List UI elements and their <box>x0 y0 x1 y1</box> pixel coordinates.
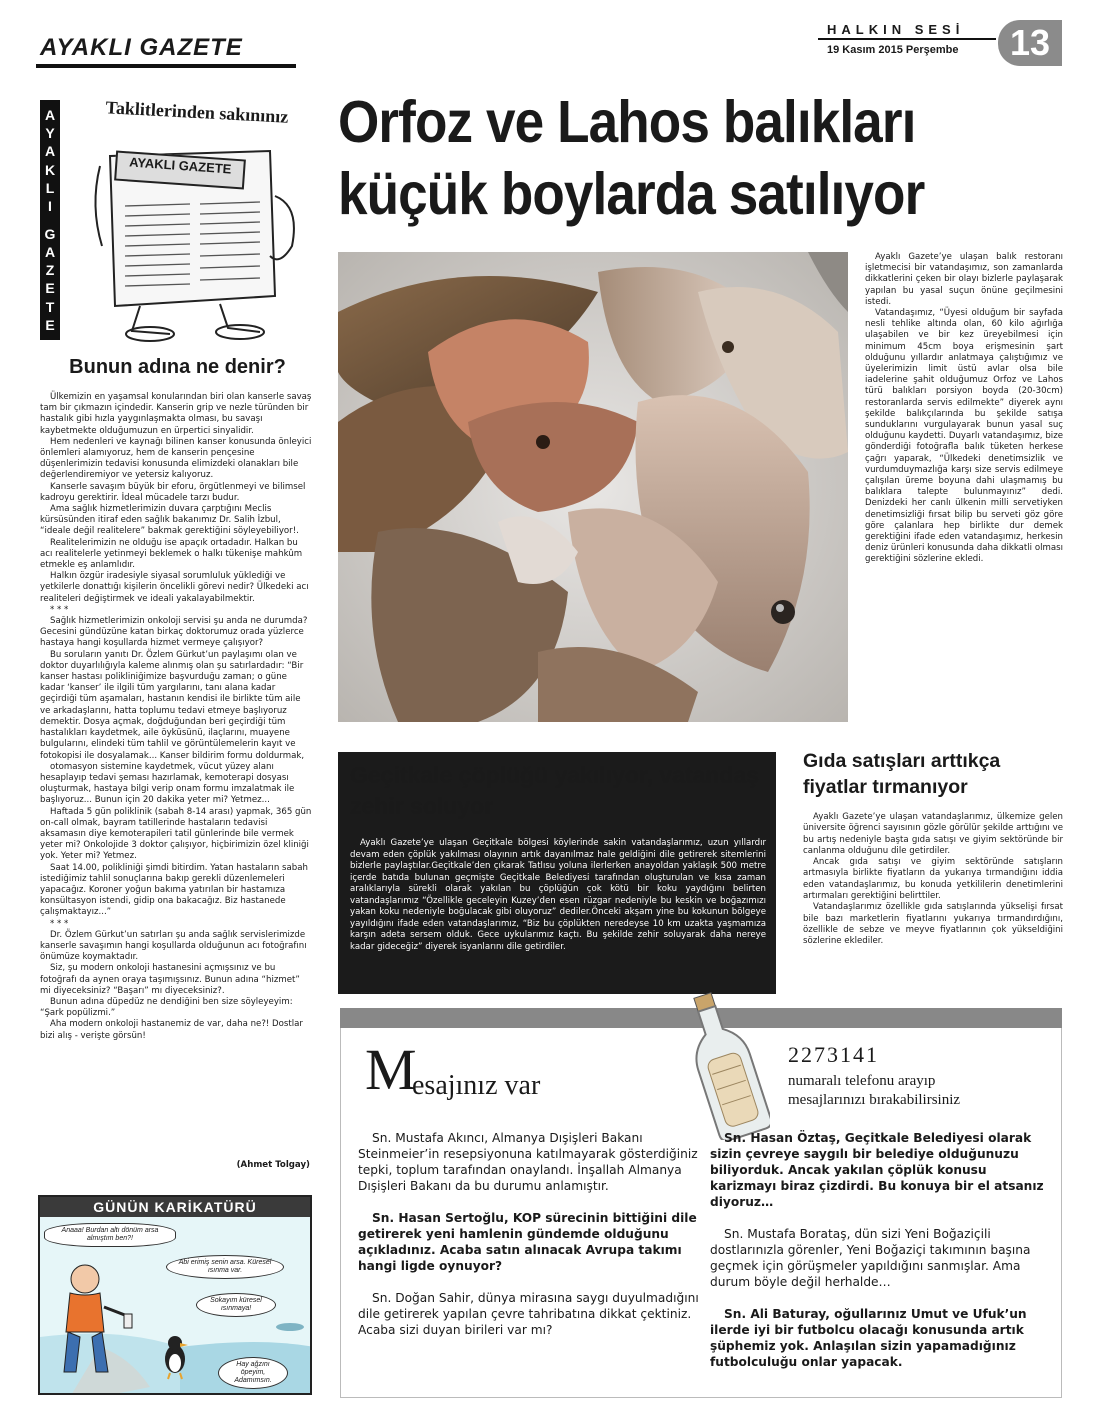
logo-vertical-strip <box>40 100 60 340</box>
message-item: Sn. Hasan Öztaş, Geçitkale Belediyesi olarak sizin çevreye saygılı bir belediye olduğunuzu biliyorduk. Ancak yakılan çöplük konusu karizmayı biraz çizdirdi. Bu konuya bir el atsanız diyoruz… <box>710 1131 1044 1209</box>
logo-vertical-letter: G <box>44 226 56 243</box>
main-article-paragraph: Ayaklı Gazete’ye ulaşan balık restoranı işletmecisi bir vatandaşımız, son zamanlarda dikkatlerini çeken bir olayı bizlerle paylaşarak yapılan bu yasal suçun önüne geçilmesini istedi. <box>865 252 1063 307</box>
left-article-author: (Ahmet Tolgay) <box>236 1160 310 1170</box>
messages-phone-note-line: mesajlarınızı bırakabilirsiniz <box>788 1092 961 1108</box>
left-article-paragraph: Realitelerimizin ne olduğu ise apaçık ortadadır. Halkan bu acı realitelerle yetinmeyi beklemek o halkı tükenişe mahkûm etmekle eş anlamlıdır. <box>40 537 303 571</box>
logo-vertical-letter: E <box>45 280 55 297</box>
black-box-paragraph: Ayaklı Gazete’ye ulaşan Geçitkale bölgesi köylerinde sakin vatandaşlarımız, uzun yıllardır devam eden çöplük yakılması olayının artık dayanılmaz hale geldiğini dile getirerek sitemlerini bizlerle paylaştılar.Geçitkale’den çıkarak Tatlısu yoluna ilerlerken anayoldan yaklaşık 500 metre içerde batıda bulunan geçmişte Geçitkale Belediyesi tarafından oluşturulan ve kısa zaman aralıklarıyla sürekli olarak yakılan bu çöplüğün çok kötü bir koku yaydığını belirten vatandaşlarımız “Özellikle geceleyin Kuzey’den esen rüzgar nedeniyle bu keskin ve boğazımızı yakan koku nedeniyle boğulacak gibi oluyoruz” dediler.Önceki akşam yine bu kokunun bölgeye yayıldığını ifade eden vatandaşlarımız, “Biz bu çöplükten neredeyse 10 km uzakta yaşmamıza karşın adeta sersem olduk. Gece uykularımız kaçtı. Bu şekilde zehir soluyarak daha nereye kadar gideceğiz” diyerek isyanlarını dile getirdiler. <box>350 838 766 952</box>
left-article-paragraph: Saat 14.00, polikliniği şimdi bitirdim. Yatan hastaların sabah istediğimiz tahlil sonuçlarına bakıp gerekli düzenlemeleri yapacağız. Koroner yoğun bakıma yatırılan bir hastamıza konsültasyon istendi, gidip ona bakacağız. Biz hastanede çalışmaktayız...” <box>40 862 308 918</box>
cartoon-bubble: Hay ağzını öpeyim, Adamımsın. <box>218 1357 288 1389</box>
main-article-paragraph: Vatandaşımız, “Üyesi olduğum bir sayfada nesli tehlike altında olan, 60 kilo ağırlığa ulaşabilen ve bir kez üreyebilmesi için minimum 45cm boya erişmesinin şart olduğunu yıllardır anlatmaya çalıştığımız ve üyelerimizin limit üstü avlar olsa bile iadelerine şahit olduğumuz Orfoz ve Lahos türü balıkları porsiyon boyda (20-30cm) restoranlarda servis edilmekte” diyerek aynı şekilde balıkçılarında bu şekilde satışa sunduklarını vurgulayarak bunun yasal suç olduğunu kaydetti. Duyarlı vatandaşımız, bize gönderdiği fotoğrafla balık tüketen herkese çağrı yaparak, “Ülkedeki denetimsizlik ve vurdumduymazlığa karşı size servis edilmeye çalışılan üreme boyuna dahi ulaşmamış bu balıklara talepte bulunmayınız” dedi. Denizdeki her canlı ülkenin milli servetiyken denetimsizliği fırsat bilip bu serveti göz göre göre çalanlara hep birlikte dur demek gerektiğini ifade eden vatandaşımız, herkesin deniz ürünleri konusunda daha dikkatli olması gerektiğini sözlerine ekledi. <box>865 308 1063 565</box>
message-item: Sn. Ali Baturay, oğullarınız Umut ve Ufuk’un ilerde iyi bir futbolcu olacağı konusunda artık şüphemiz yok. Anlaşılan sizin yapamadığınız futbolculuğu onlar yapacak. <box>710 1307 1027 1369</box>
logo-slogan: Taklitlerinden sakınınız <box>105 97 289 127</box>
gida-article-body <box>803 812 1063 948</box>
messages-phone: 2273141 <box>788 1042 879 1067</box>
header-rule <box>818 38 996 40</box>
gida-paragraph: Vatandaşlarımız özellikle gıda satışlarında yükselişi fırsat bile bazı marketlerin fiyatlarını yukarıya tırmandırdığını, özellikle de sebze ve meyve fiyatlarının çok yükseldiğini sözlerine eklediler. <box>803 902 1063 947</box>
cartoon-bubble: Anaaa! Burdan altı dönüm arsa almıştım ben?! <box>44 1223 176 1247</box>
gida-paragraph: Ayaklı Gazete’ye ulaşan vatandaşlarımız, ülkemize gelen üniversite öğrenci sayısının gözle görülür şekilde arttığını ve bu artış nedeniyle başta gıda satışı ve giyim sektöründe bir canlanma olduğunu dile getirdiler. <box>803 812 1063 856</box>
black-box-body <box>350 838 766 953</box>
left-article-paragraph: Hem nedenleri ve kaynağı bilinen kanser konusunda önleyici önlemleri alamıyoruz, hem de kanserin pençesine düşenlerimizin tedavisi konusunda elimizdeki olanakları bile değerlendiremiyor ve yetersiz kalıyoruz. <box>40 436 312 481</box>
left-article-paragraph: Kanserle savaşım büyük bir eforu, örgütlenmeyi ve bilimsel kadroyu gerektirir. İdeal mücadele tarzı budur. <box>40 481 306 503</box>
cartoon-bubble: Abi erimiş senin arsa. Küresel ısınma var. <box>166 1255 284 1279</box>
logo-vertical-letter: T <box>45 298 55 315</box>
left-article-paragraph: Dr. Özlem Gürkut’un satırları şu anda sağlık servislerimizde kanserle savaşımın hangi koşullarda olduğunun acı fotoğrafını önümüze koymaktadır. <box>40 929 307 963</box>
messages-left-column <box>358 1130 700 1354</box>
message-item: Sn. Doğan Sahir, dünya mirasına saygı duyulmadığını dile getirerek yapılan çevre tahribatına dikkat çektiniz. Acaba sizi duyan birileri var mı? <box>358 1291 699 1337</box>
left-article-paragraph: * * * <box>50 604 69 615</box>
left-article-body <box>40 392 312 1042</box>
left-article-paragraph: Bunun adına düpedüz ne dendiğini ben size söyleyeyim: “Şark popülizmi.” <box>40 996 293 1019</box>
message-item: Sn. Mustafa Borataş, dün sizi Yeni Boğaziçili dostlarınızla görenler, Yeni Boğaziçi takımının başına geçmek için görüşmeler yapıldığını sanmışlar. Ama durum böyle değil herhalde… <box>710 1227 1031 1289</box>
logo-paper-title: AYAKLI GAZETE <box>114 151 246 190</box>
logo-vertical-letter: L <box>45 179 55 196</box>
section-title: AYAKLI GAZETE <box>40 34 243 61</box>
paper-name: HALKIN SESİ <box>827 22 965 37</box>
section-rule <box>36 64 296 68</box>
logo-vertical-letter: E <box>45 316 55 333</box>
cartoon-bubble: Sokayım küresel ısınmaya! <box>196 1293 276 1317</box>
logo-vertical-letter: I <box>48 197 52 214</box>
message-bottle-icon <box>680 990 770 1140</box>
issue-date: 19 Kasım 2015 Perşembe <box>827 44 959 56</box>
gida-headline: Gıda satışları arttıkça fiyatlar tırmanıyor <box>803 750 1001 798</box>
page-number: 13 <box>998 20 1062 66</box>
left-article-paragraph: Aha modern onkoloji hastanemiz de var, daha ne?! Dostlar bizi alış - verişte görsün! <box>40 1019 303 1041</box>
left-article-paragraph: otomasyon sistemine kaydetmek, vücut yüzey alanı hesaplayıp tedavi şeması hazırlamak, kemoterapi dosyası oluşturmak, hastaya bilgi verip onam formu imzalatmak ile başlıyoruz... Bunun için 20 dakika yeter mi? Yetmez... <box>40 761 295 806</box>
messages-title: esajınız var <box>412 1070 541 1101</box>
left-article-paragraph: Bu soruların yanıtı Dr. Özlem Gürkut’un paylaşımı olan ve doktor duyarlılığıyla kaleme alınmış olan şu satırlardadır: “Bir kanser hastası polikliniğimize başvurduğu zaman; o güne kadar ‘kanser’ ile ilgili tüm yargılarını, tanı alana kadar geçirdiği tüm aşamaları, hastanın kendisi ile birlikte tüm aile ve arkadaşlarını, hatta toplumu tedavi etmeye başlıyoruz demektir. Dosya açmak, doğduğundan beri geçirdiği tüm hastalıkları kaydetmek, aile öyküsünü, ilaçlarını, muayene bulgularını, elindeki tüm tahlil ve görüntülemelerin kayıt ve fotokopisi ile dosyalamak... Kanser bildirim formu doldurmak, <box>40 649 305 761</box>
logo-vertical-letter: A <box>44 107 56 124</box>
fish-photo <box>338 252 848 722</box>
logo-vertical-letter: Y <box>45 125 55 142</box>
logo-vertical-letter: Z <box>45 262 55 279</box>
left-article-paragraph: Ülkemizin en yaşamsal konularından biri olan kanserle savaş tam bir çıkmazın içindedir. Kanserin grip ve nezle türünden bir hastalık gibi hızla yaygınlaşmakta olması, bu savaşı kaybetmekte olduğumuzun en ürpertici sinyalidir. <box>40 392 312 436</box>
left-article-paragraph: Halkın özgür iradesiyle siyasal sorumluluk yüklediği ve yetkilerle donattığı kişilerin öncelikli görevi nedir? Ülkedeki acı realiteleri değiştirmek ve ideali yakalayabilmektir. <box>40 571 309 604</box>
left-article-paragraph: * * * <box>50 918 69 929</box>
message-item: Sn. Hasan Sertoğlu, KOP sürecinin bittiğini dile getirerek yeni hamlenin gündemde olduğunu açıkladınız. Acaba satın alınacak Avrupa takımı hangi ligde oynuyor? <box>358 1211 697 1273</box>
left-article-paragraph: Siz, şu modern onkoloji hastanesini açmışsınız ve bu fotoğrafı da aynen oraya taşımışsınız. Bunun adına “hizmet” mi diyeceksiniz? “Başarı” mı diyeceksiniz?. <box>40 963 300 996</box>
left-article-paragraph: Haftada 5 gün poliklinik (sabah 8-14 arası) yapmak, 365 gün on-call olmak, bayram tatillerinde hastaların tedavisi aksamasın diye kemoterapileri tatil günlerinde bile vermek yeter mi? Onkolojide 3 doktor çalışıyor, hiçbirimizin özel kliniği yok. Yeter mi? Yetmez. <box>40 806 312 862</box>
main-headline: Orfoz ve Lahos balıkları küçük boylarda satılıyor <box>338 89 925 227</box>
messages-right-column <box>710 1130 1050 1386</box>
main-article-body <box>865 252 1063 566</box>
logo-vertical-letter: A <box>44 244 56 261</box>
message-item: Sn. Mustafa Akıncı, Almanya Dışişleri Bakanı Steinmeier’in resepsiyonuna katılmayarak gösterdiğiniz tepki, toplum tarafından onaylandı. İnşallah Almanya Dışişleri Bakanı da bu durumu anlamıştır. <box>358 1131 698 1193</box>
left-article-paragraph: Ama sağlık hizmetlerimizin duvara çarptığını Meclis kürsüsünden itiraf eden sağlık bakanımız Dr. Salih İzbul, “ideale değil realitelere” bakmak gerektiğini söyleyebiliyor!. <box>40 504 299 537</box>
gida-paragraph: Ancak gıda satışı ve giyim sektöründe satışların artmasıyla birlikte fiyatların da yukarıya tırmandığını iddia eden vatandaşlarımız, bu konuda yetkililerin denetimlerini artırmaları gerektiğini belirttiler. <box>803 857 1063 902</box>
black-box-headline: Geçitkale çöplüğü yakılıyor, vatandaş zehir soluyor <box>350 762 760 819</box>
messages-phone-note <box>788 1072 960 1110</box>
fish-photo-image <box>338 252 848 722</box>
messages-title-initial: M <box>365 1037 417 1102</box>
logo-vertical-letter: A <box>44 143 56 160</box>
messages-phone-note-line: numaralı telefonu arayıp <box>788 1073 936 1089</box>
daily-cartoon <box>38 1195 312 1395</box>
left-headline: Bunun adına ne denir? <box>69 356 286 378</box>
logo-cartoon-drawing <box>70 96 310 346</box>
cartoon-label: GÜNÜN KARİKATÜRÜ <box>40 1197 310 1217</box>
left-article-paragraph: Sağlık hizmetlerimizin onkoloji servisi şu anda ne durumda? Gecesini gündüzüne katan birkaç doktorumuz orada yüzlerce hastaya hangi koşullarda hizmet vermeye çalışıyor? <box>40 616 308 649</box>
logo-vertical-letter: K <box>44 161 56 178</box>
